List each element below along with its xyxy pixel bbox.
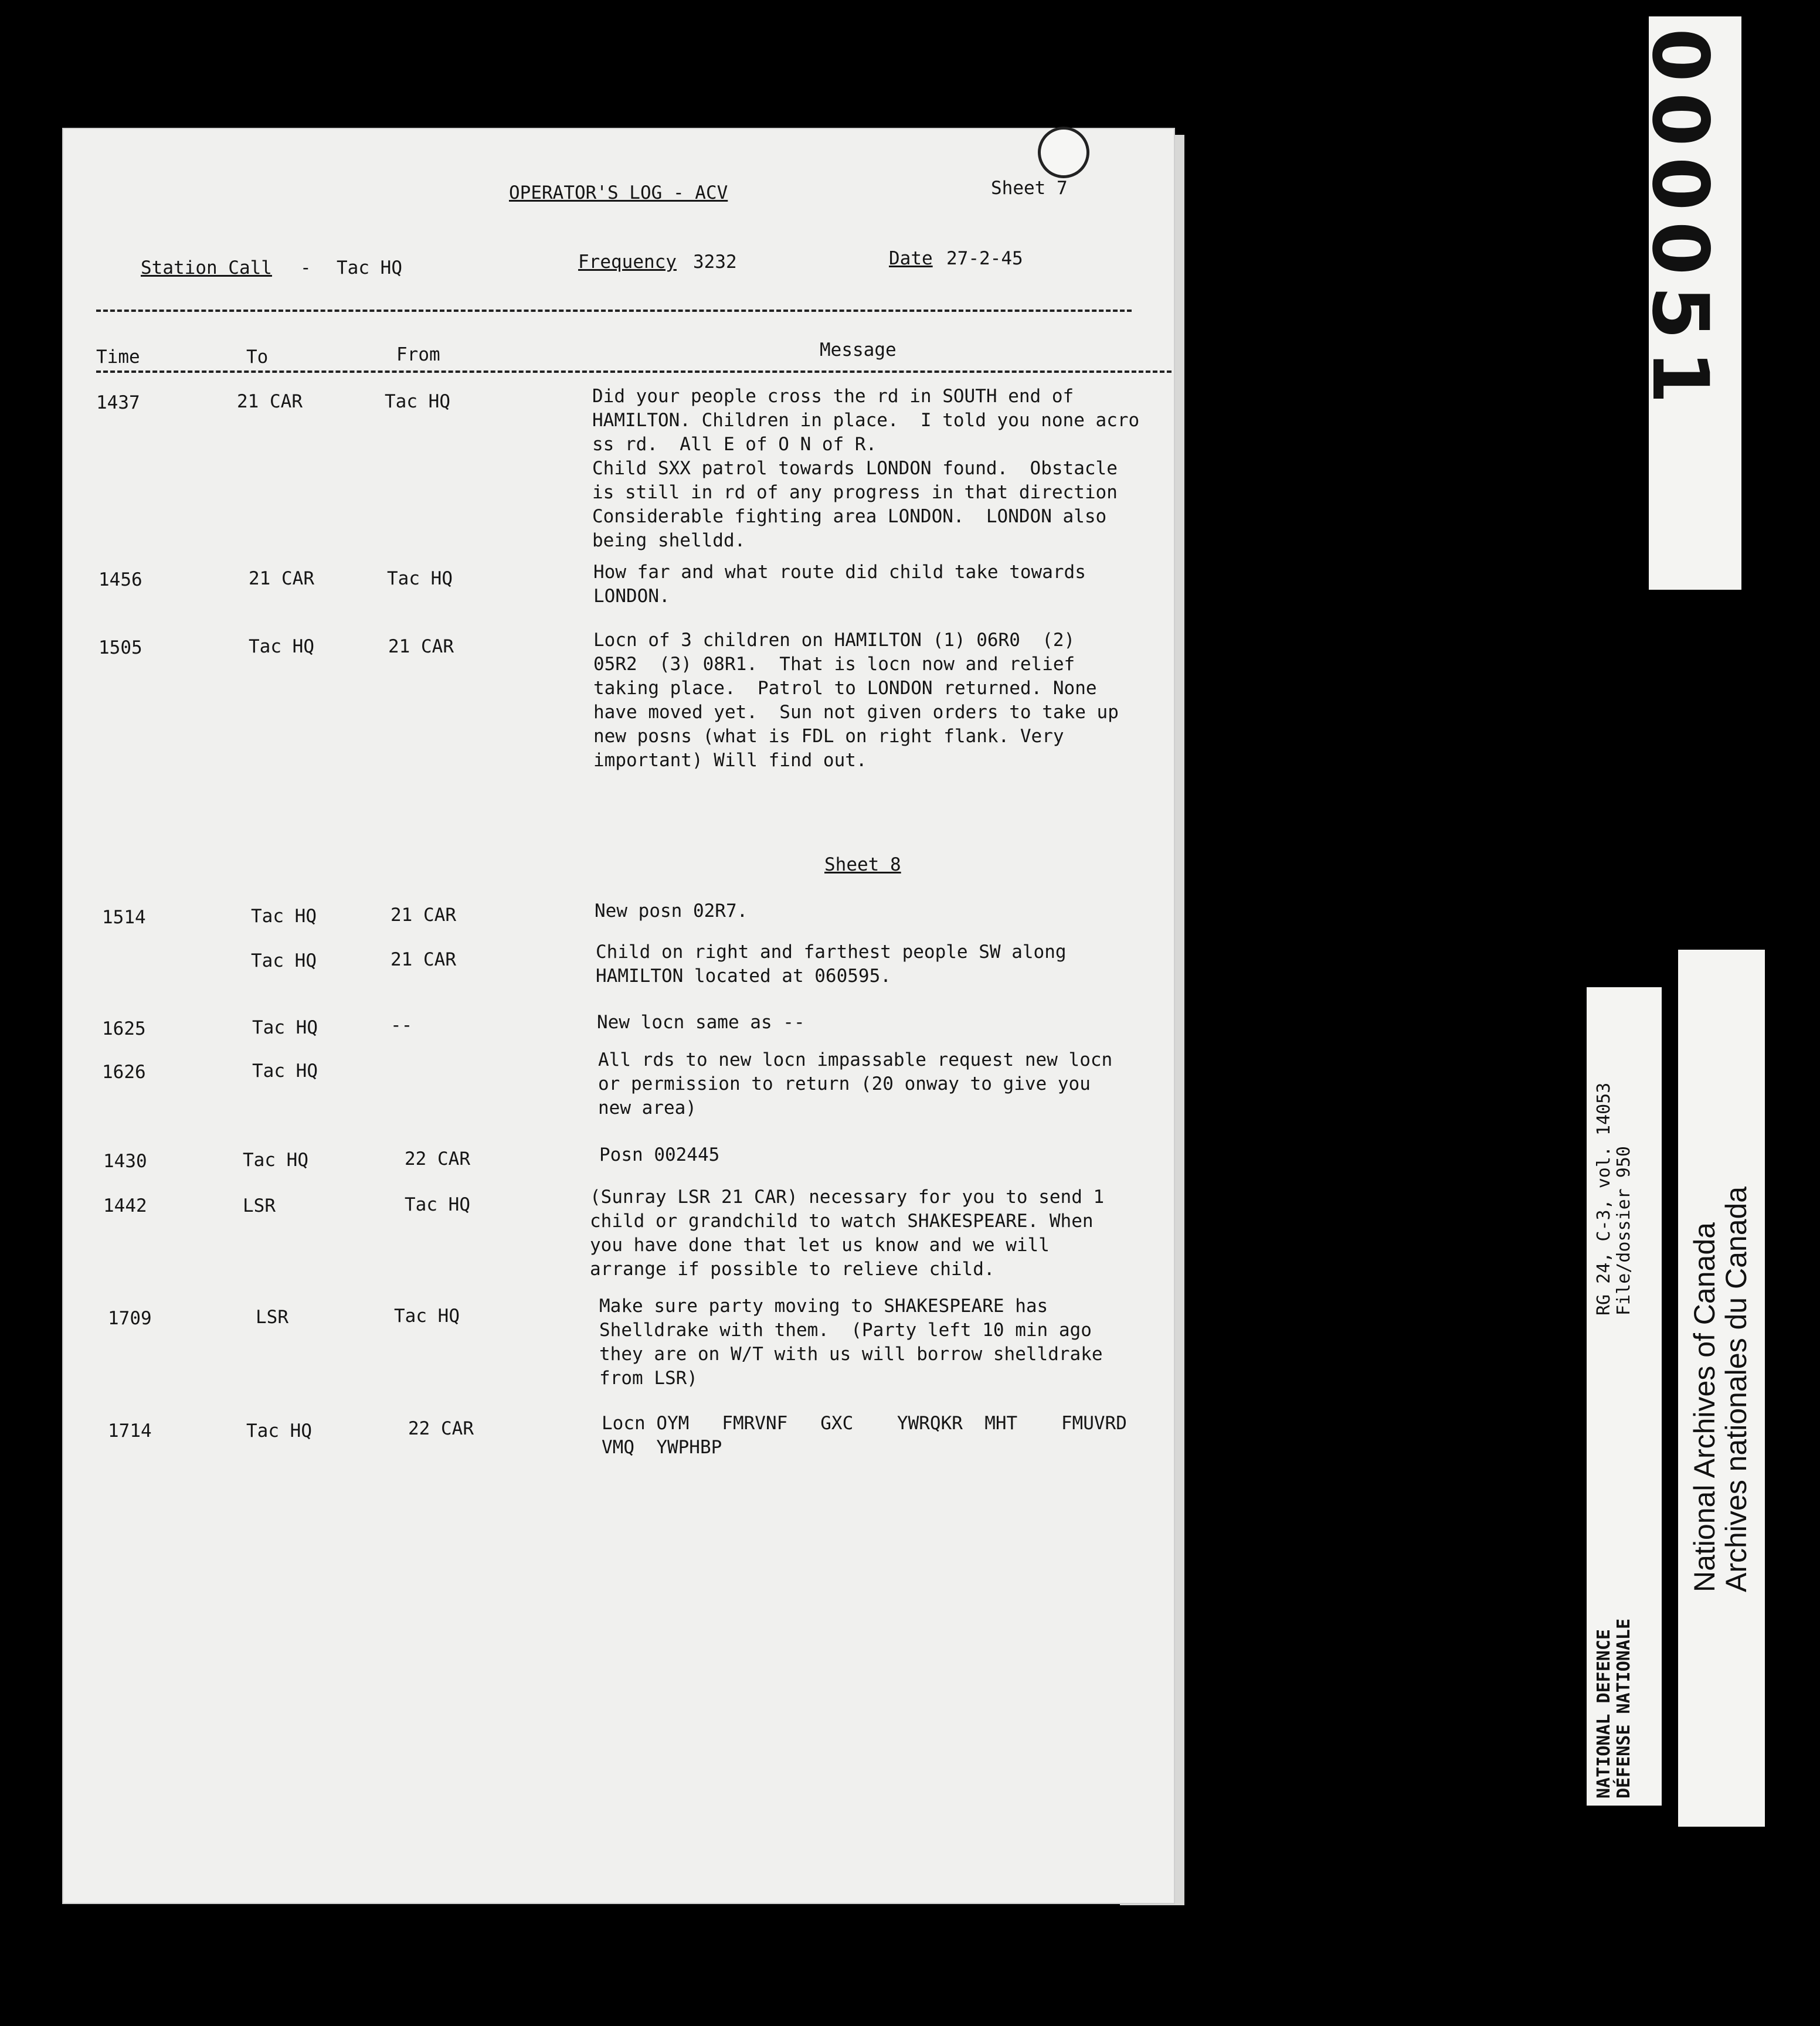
col-message: Message bbox=[820, 339, 897, 361]
entry-from: 21 CAR bbox=[391, 949, 456, 970]
entry-message: Did your people cross the rd in SOUTH end of HAMILTON. Children in place. I told you none acro ss rd. All E of O N of R. Child SXX patrol towards LONDON found. Obstacle is still in rd of any progress in that direction Considerable fighting area LONDON. LONDON also being shelldd. bbox=[592, 386, 1140, 551]
frame-number-strip bbox=[1635, 16, 1741, 590]
department-line1: NATIONAL DEFENCE bbox=[1594, 1629, 1614, 1799]
entry-to: LSR bbox=[256, 1307, 288, 1328]
entry-time: 1505 bbox=[99, 637, 142, 658]
entry-from: Tac HQ bbox=[394, 1306, 460, 1327]
entry-to: Tac HQ bbox=[246, 1420, 312, 1442]
entry-message: Locn OYM FMRVNF GXC YWRQKR MHT FMUVRD VMQ YWPHBP bbox=[602, 1413, 1127, 1458]
frequency-value: 3232 bbox=[693, 251, 737, 273]
entry-from: 22 CAR bbox=[405, 1148, 470, 1170]
entry-message: How far and what route did child take towards LONDON. bbox=[593, 562, 1086, 607]
archive-reference-line1: RG 24, C-3, vol. 14053 bbox=[1594, 1082, 1614, 1315]
entry-from: Tac HQ bbox=[405, 1194, 470, 1215]
entry-to: Tac HQ bbox=[252, 1017, 318, 1038]
punch-hole bbox=[1038, 127, 1089, 178]
entry-to: 21 CAR bbox=[249, 568, 314, 589]
entry-time: 1514 bbox=[102, 907, 146, 928]
entry-from: Tac HQ bbox=[385, 391, 450, 412]
entry-time: 1625 bbox=[102, 1018, 146, 1039]
col-from: From bbox=[396, 344, 440, 365]
station-call-value: Tac HQ bbox=[337, 257, 402, 278]
entry-time: 1437 bbox=[96, 392, 140, 413]
entry-to: Tac HQ bbox=[251, 950, 317, 971]
entry-message: Posn 002445 bbox=[599, 1144, 720, 1165]
entry-time: 1430 bbox=[103, 1151, 147, 1172]
entry-from: Tac HQ bbox=[387, 568, 453, 589]
frame-number: 000051 bbox=[1635, 28, 1725, 415]
station-call-sep: - bbox=[300, 257, 311, 278]
entry-to: 21 CAR bbox=[237, 391, 303, 412]
date-label: Date bbox=[889, 248, 933, 269]
entry-to: LSR bbox=[243, 1195, 276, 1216]
entry-time: 1714 bbox=[108, 1420, 152, 1442]
entry-message: Child on right and farthest people SW along HAMILTON located at 060595. bbox=[596, 941, 1067, 987]
column-divider bbox=[96, 370, 1172, 373]
entry-time: 1709 bbox=[108, 1308, 152, 1329]
entry-from: 21 CAR bbox=[391, 905, 456, 926]
sheet-number-top: Sheet 7 bbox=[991, 178, 1068, 199]
sheet-number-mid: Sheet 8 bbox=[824, 854, 901, 875]
header-divider bbox=[96, 310, 1132, 312]
entry-from: -- bbox=[391, 1015, 413, 1036]
entry-from: 22 CAR bbox=[408, 1418, 474, 1439]
col-to: To bbox=[246, 346, 269, 368]
entry-to: Tac HQ bbox=[249, 636, 314, 657]
entry-message: Locn of 3 children on HAMILTON (1) 06R0 (2) 05R2 (3) 08R1. That is locn now and relief taking place. Patrol to LONDON returned. None have moved yet. Sun not given orders to take up new posns (what is FDL on right flank. Very important) Will find out. bbox=[593, 630, 1119, 771]
entry-message: New locn same as -- bbox=[597, 1012, 805, 1033]
log-title: OPERATOR'S LOG - ACV bbox=[509, 182, 728, 203]
archive-reference-label bbox=[1587, 987, 1662, 1806]
entry-to: Tac HQ bbox=[243, 1150, 308, 1171]
national-archives-label bbox=[1678, 950, 1765, 1827]
entry-from: 21 CAR bbox=[388, 636, 454, 657]
station-call-label: Station Call bbox=[141, 257, 272, 278]
archives-name-fr: Archives nationales du Canada bbox=[1720, 1186, 1753, 1592]
entry-message: New posn 02R7. bbox=[595, 900, 748, 922]
archives-name-en: National Archives of Canada bbox=[1688, 1222, 1721, 1592]
archive-reference-line2: File/dossier 950 bbox=[1614, 1146, 1634, 1315]
entry-message: Make sure party moving to SHAKESPEARE has Shelldrake with them. (Party left 10 min ago they are on W/T with us will borrow shelldrake from LSR) bbox=[599, 1296, 1103, 1389]
entry-time: 1442 bbox=[103, 1195, 147, 1216]
entry-time: 1456 bbox=[99, 569, 142, 590]
col-time: Time bbox=[96, 346, 140, 368]
entry-message: (Sunray LSR 21 CAR) necessary for you to send 1 child or grandchild to watch SHAKESPEARE. When you have done that let us know and we will arrange if possible to relieve child. bbox=[590, 1187, 1105, 1280]
entry-to: Tac HQ bbox=[251, 906, 317, 927]
frequency-label: Frequency bbox=[578, 251, 677, 273]
date-value: 27-2-45 bbox=[946, 248, 1023, 269]
entry-message: All rds to new locn impassable request new locn or permission to return (20 onway to give you new area) bbox=[598, 1049, 1113, 1119]
entry-time: 1626 bbox=[102, 1062, 146, 1083]
entry-to: Tac HQ bbox=[252, 1060, 318, 1082]
department-line2: DÉFENSE NATIONALE bbox=[1614, 1618, 1634, 1799]
